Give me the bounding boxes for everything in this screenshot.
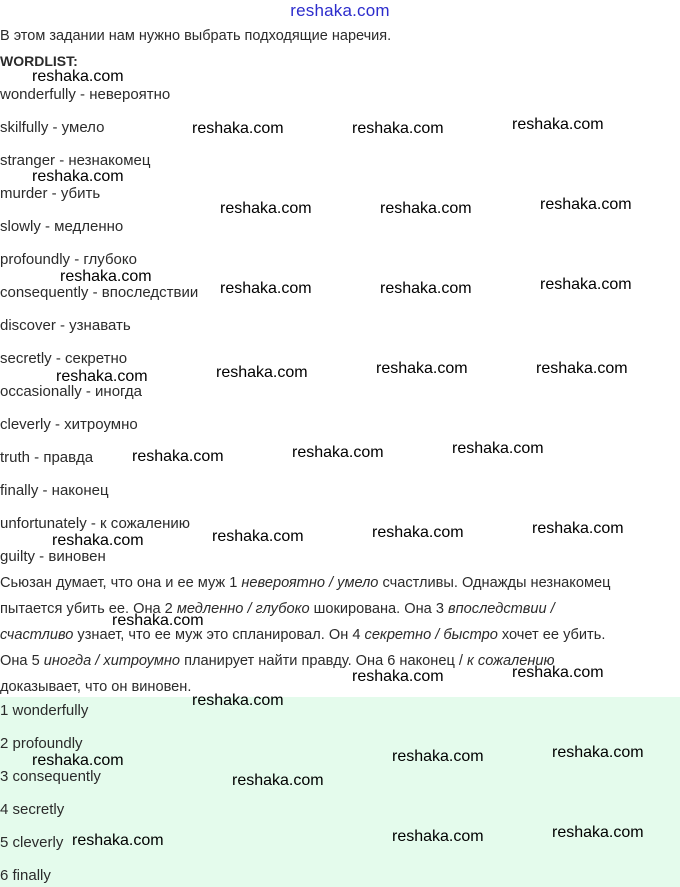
wordlist-item: unfortunately - к сожалению [0,515,191,532]
story-text: Сьюзан думает, что она и ее муж 1 [0,575,242,591]
story-choice: иногда / хитроумно [43,653,181,669]
watermark-text: reshaka.com [392,748,484,765]
intro-text: В этом задании нам нужно выбрать подходящие наречия. [0,28,392,44]
story-choice: невероятно / умело [241,575,379,591]
watermark-text: reshaka.com [72,832,164,849]
story-text: хочет ее убить. [497,627,606,643]
wordlist-item: secretly - секретно [0,350,128,367]
answer-item: 3 consequently [0,768,101,785]
watermark-text: reshaka.com [380,280,472,297]
watermark-text: reshaka.com [212,528,304,545]
watermark-text: reshaka.com [292,444,384,461]
watermark-text: reshaka.com [372,524,464,541]
watermark-text: reshaka.com [540,196,632,213]
watermark-text: reshaka.com [56,368,148,385]
answer-item: 5 cleverly [0,834,64,851]
story-text: шокирована. Она 3 [309,601,449,617]
wordlist-item: occasionally - иногда [0,383,142,400]
wordlist-item: consequently - впоследствии [0,284,199,301]
watermark-text: reshaka.com [232,772,324,789]
story-text: счастливы. Однажды незнакомец [378,575,611,591]
story-line [0,570,680,596]
wordlist-heading: WORDLIST: [0,53,78,69]
watermark-text: reshaka.com [452,440,544,457]
story-choice: к сожалению [466,653,555,669]
wordlist-item: guilty - виновен [0,548,106,565]
watermark-text: reshaka.com [540,276,632,293]
watermark-text: reshaka.com [552,824,644,841]
watermark-text: reshaka.com [192,120,284,137]
watermark-text: reshaka.com [220,280,312,297]
watermark-text: reshaka.com [112,612,204,629]
wordlist-item: murder - убить [0,185,101,202]
story-line [0,596,680,622]
watermark-text: reshaka.com [216,364,308,381]
watermark-text: reshaka.com [132,448,224,465]
story-choice: впоследствии / [448,601,555,617]
watermark-text: reshaka.com [352,120,444,137]
answer-item: 6 finally [0,867,51,884]
watermark-text: reshaka.com [192,692,284,709]
wordlist-item: wonderfully - невероятно [0,86,171,103]
answers-block [0,697,680,887]
story-line [0,622,680,648]
story-text: узнает, что ее муж это спланировал. Он 4 [73,627,365,643]
watermark-text: reshaka.com [352,668,444,685]
watermark-text: reshaka.com [512,664,604,681]
wordlist-item: skilfully - умело [0,119,105,136]
story-text: Она 5 [0,653,44,669]
watermark-text: reshaka.com [220,200,312,217]
watermark-text: reshaka.com [376,360,468,377]
story-choice: счастливо [0,627,74,643]
watermark-text: reshaka.com [552,744,644,761]
watermark-text: reshaka.com [380,200,472,217]
watermark-text: reshaka.com [60,268,152,285]
wordlist-item: slowly - медленно [0,218,124,235]
story-choice: секретно / быстро [364,627,498,643]
watermark-text: reshaka.com [512,116,604,133]
story-choice: медленно / глубоко [176,601,310,617]
watermark-text: reshaka.com [32,752,124,769]
wordlist-item: stranger - незнакомец [0,152,151,169]
story-text: доказывает, что он виновен. [0,679,192,695]
wordlist-item: profoundly - глубоко [0,251,137,268]
wordlist-item: discover - узнавать [0,317,131,334]
watermark-text: reshaka.com [32,168,124,185]
story-text: планирует найти правду. Она 6 наконец / [180,653,467,669]
wordlist-item: cleverly - хитроумно [0,416,138,433]
watermark-text: reshaka.com [52,532,144,549]
watermark-text: reshaka.com [536,360,628,377]
site-header-link[interactable]: reshaka.com [290,1,390,20]
answer-item: 4 secretly [0,801,65,818]
watermark-text: reshaka.com [392,828,484,845]
watermark-text: reshaka.com [32,68,124,85]
watermark-text: reshaka.com [532,520,624,537]
wordlist-item: truth - правда [0,449,94,466]
answer-item: 2 profoundly [0,735,83,752]
wordlist-item: finally - наконец [0,482,109,499]
story-text: пытается убить ее. Она 2 [0,601,177,617]
answer-item: 1 wonderfully [0,702,89,719]
